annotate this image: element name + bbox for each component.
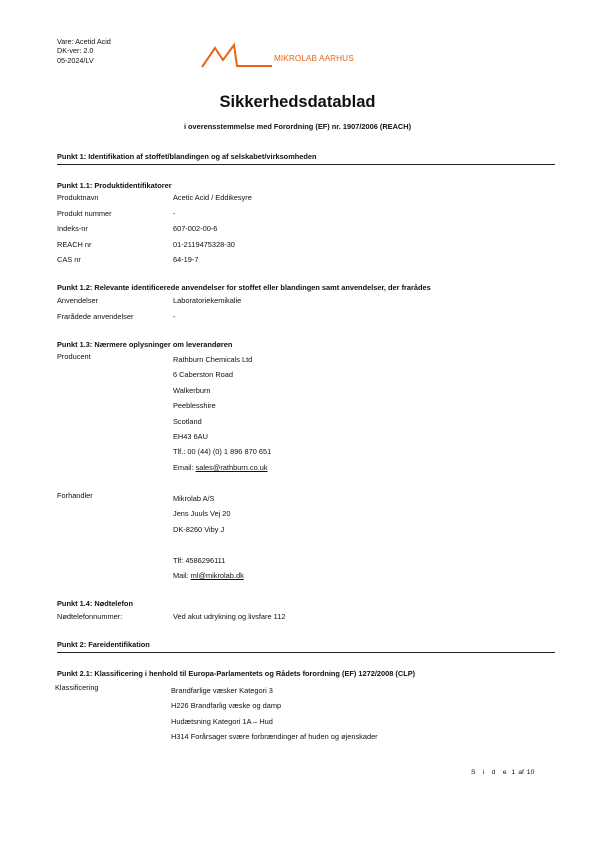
classification-line: Hudætsning Kategori 1A – Hud bbox=[171, 716, 273, 726]
row-label: Produktnavn bbox=[57, 193, 99, 202]
page-subtitle: i overensstemmelse med Forordning (EF) nr. 1907/2006 (REACH) bbox=[183, 122, 412, 131]
section-heading-punkt-2: Punkt 2: Fareidentifikation bbox=[57, 640, 555, 653]
address-line: 6 Caberston Road bbox=[173, 370, 233, 380]
forhandler-address bbox=[173, 491, 244, 583]
producent-label: Producent bbox=[57, 352, 91, 361]
subsection-heading-2-1: Punkt 2.1: Klassificering i henhold til Europa-Parlamentets og Rådets forordning (EF) 1272/2008 (CLP) bbox=[57, 669, 416, 678]
row-label: REACH nr bbox=[57, 240, 92, 249]
company-name: MIKROLAB AARHUS bbox=[274, 54, 354, 63]
row-value: Acetic Acid / Eddikesyre bbox=[173, 193, 252, 202]
subsection-heading-1-1: Punkt 1.1: Produktidentifikatorer bbox=[57, 181, 172, 190]
email-line bbox=[173, 460, 271, 475]
phone-line: Tlf: 4586296111 bbox=[173, 555, 226, 565]
version-line: DK-ver: 2.0 bbox=[57, 46, 94, 56]
total-pages: 10 bbox=[526, 769, 535, 776]
producent-address bbox=[173, 352, 271, 475]
row-label: Anvendelser bbox=[57, 296, 99, 305]
page-word: S i d e bbox=[471, 769, 509, 776]
row-label: Indeks-nr bbox=[57, 224, 88, 233]
address-line: Rathburn Chemicals Ltd bbox=[173, 355, 253, 364]
address-line: Walkerburn bbox=[173, 385, 211, 395]
address-line: Jens Juuls Vej 20 bbox=[173, 509, 231, 519]
mail-line bbox=[173, 568, 244, 583]
row-label: CAS nr bbox=[57, 255, 81, 264]
klassificering-values bbox=[171, 683, 378, 745]
row-value: Laboratoriekemikalie bbox=[173, 296, 242, 305]
forhandler-label: Forhandler bbox=[57, 491, 93, 500]
address-line: Tlf.: 00 (44) (0) 1 896 870 651 bbox=[173, 447, 272, 457]
address-line: EH43 6AU bbox=[173, 432, 208, 442]
subsection-heading-1-3: Punkt 1.3: Nærmere oplysninger om leverandøren bbox=[57, 340, 233, 349]
row-value: 607-002-00-6 bbox=[173, 224, 218, 233]
address-line: Peeblesshire bbox=[173, 401, 216, 411]
row-value: Ved akut udrykning og livsfare 112 bbox=[173, 612, 286, 621]
email-prefix: Email: bbox=[173, 462, 196, 472]
document-header-info bbox=[57, 37, 111, 65]
address-line: Mikrolab A/S bbox=[173, 494, 215, 503]
address-line: DK-8260 Viby J bbox=[173, 524, 225, 534]
producent-email-link[interactable]: sales@rathburn.co.uk bbox=[195, 462, 268, 472]
forhandler-email-link[interactable]: ml@mikrolab.dk bbox=[190, 571, 244, 581]
mail-prefix: Mail: bbox=[173, 571, 191, 581]
date-line: 05-2024/LV bbox=[57, 55, 94, 65]
row-value: - bbox=[173, 312, 176, 321]
row-label: Nødtelefonnummer: bbox=[57, 612, 123, 621]
classification-line: Brandfarlige væsker Kategori 3 bbox=[171, 686, 273, 695]
product-line: Vare: Acetid Acid bbox=[57, 37, 111, 46]
subsection-heading-1-2: Punkt 1.2: Relevante identificerede anvendelser for stoffet eller blandingen samt anvendelser, der frarådes bbox=[57, 283, 431, 292]
classification-line: H226 Brandfarlig væske og damp bbox=[171, 701, 282, 711]
row-value: 01-2119475328-30 bbox=[173, 240, 235, 249]
page-title: Sikkerhedsdatablad bbox=[219, 93, 376, 111]
row-value: - bbox=[173, 209, 176, 218]
page-of: af bbox=[518, 769, 524, 776]
row-value: 64-19-7 bbox=[173, 255, 199, 264]
row-label: Frarådede anvendelser bbox=[57, 312, 134, 321]
mikrolab-logo-icon bbox=[201, 42, 273, 73]
section-heading-punkt-1: Punkt 1: Identifikation af stoffet/blandingen og af selskabet/virksomheden bbox=[57, 152, 555, 165]
row-label: Produkt nummer bbox=[57, 209, 112, 218]
current-page: 1 bbox=[511, 769, 516, 776]
subsection-heading-1-4: Punkt 1.4: Nødtelefon bbox=[57, 599, 133, 608]
address-line: Scotland bbox=[173, 416, 202, 426]
klassificering-label: Klassificering bbox=[55, 683, 99, 692]
classification-line: H314 Forårsager svære forbrændinger af huden og øjenskader bbox=[171, 732, 378, 742]
page-number bbox=[471, 769, 534, 776]
